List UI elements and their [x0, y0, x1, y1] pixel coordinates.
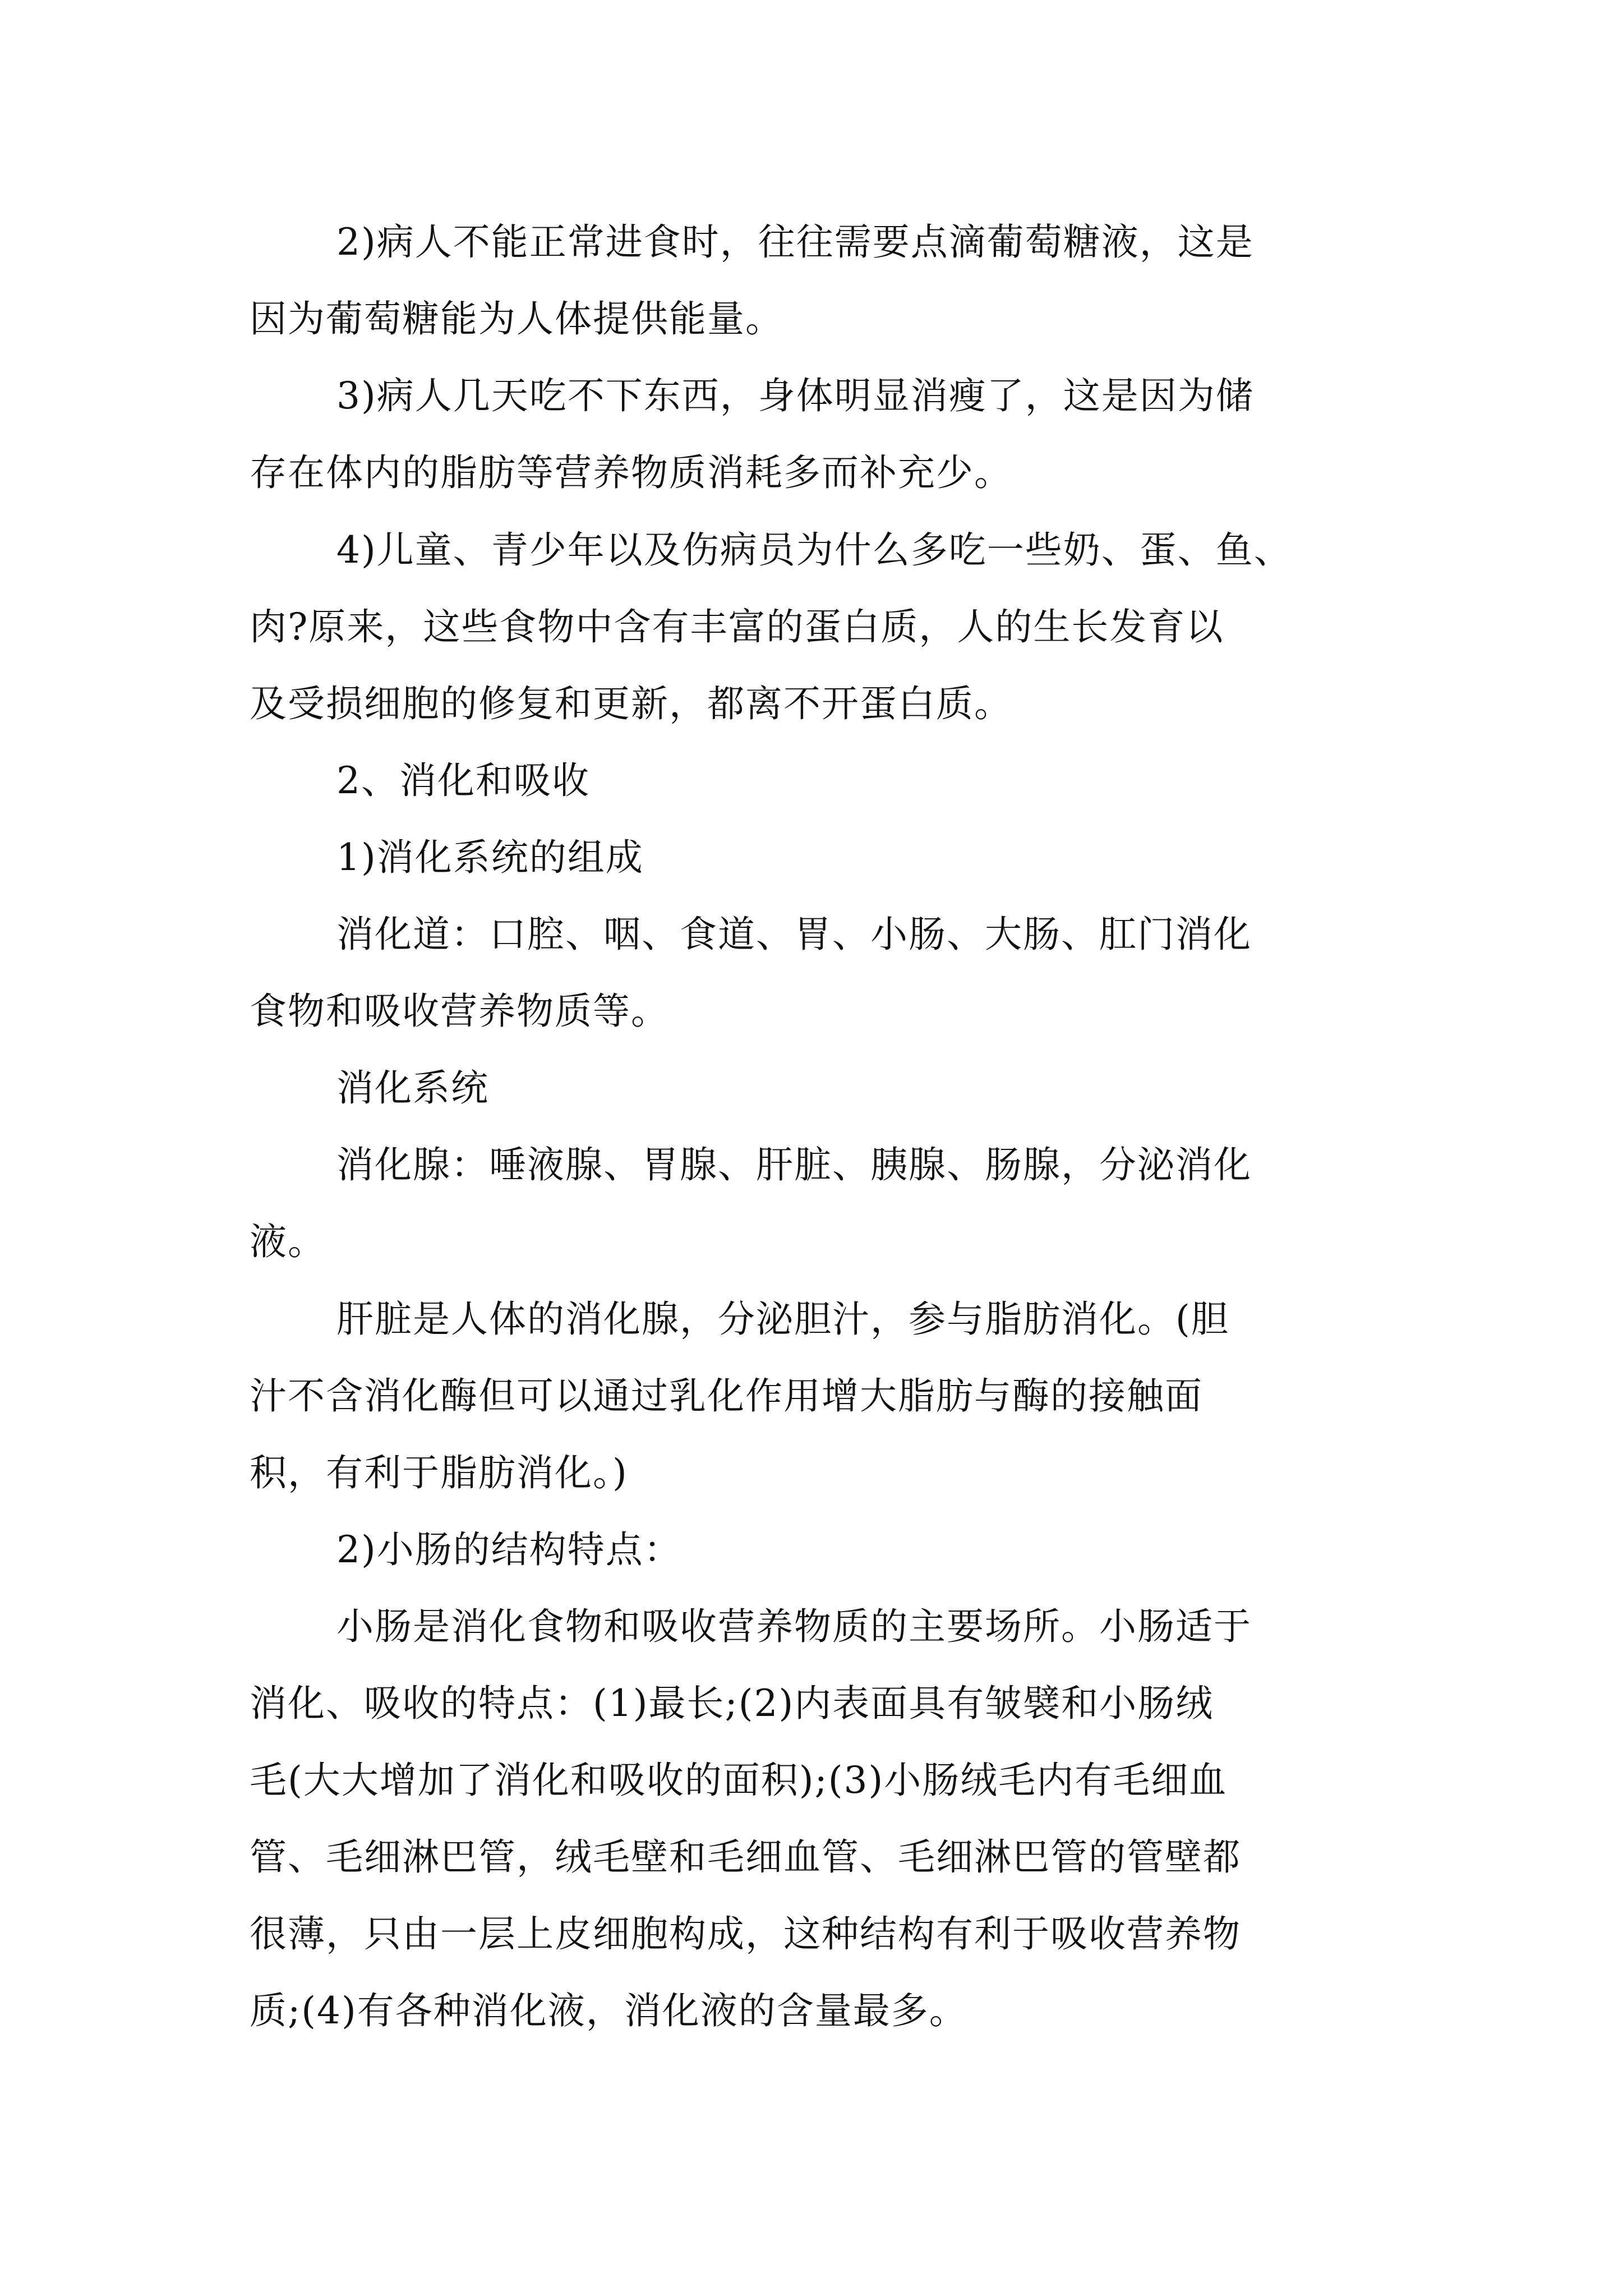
paragraph-line: 存在体内的脂肪等营养物质消耗多而补充少。: [250, 451, 1012, 494]
paragraph-line: 及受损细胞的修复和更新，都离不开蛋白质。: [250, 682, 1012, 725]
paragraph-line: 消化腺：唾液腺、胃腺、肝脏、胰腺、肠腺，分泌消化: [336, 1143, 1252, 1186]
paragraph-line: 食物和吸收营养物质等。: [250, 990, 669, 1033]
paragraph-line: 消化道：口腔、咽、食道、胃、小肠、大肠、肛门消化: [336, 913, 1252, 956]
paragraph-line: 肉?原来，这些食物中含有丰富的蛋白质，人的生长发育以: [250, 605, 1224, 648]
paragraph-line: 管、毛细淋巴管，绒毛壁和毛细血管、毛细淋巴管的管壁都: [250, 1835, 1241, 1879]
paragraph-line: 因为葡萄糖能为人体提供能量。: [250, 297, 783, 341]
paragraph-line: 液。: [250, 1220, 326, 1263]
paragraph-line: 肝脏是人体的消化腺，分泌胆汁，参与脂肪消化。(胆: [336, 1297, 1229, 1341]
section-heading: 2、消化和吸收: [336, 759, 590, 802]
paragraph-line: 毛(大大增加了消化和吸收的面积);(3)小肠绒毛内有毛细血: [250, 1759, 1228, 1802]
paragraph-line: 消化系统: [336, 1066, 489, 1110]
paragraph-line: 小肠是消化食物和吸收营养物质的主要场所。小肠适于: [336, 1605, 1252, 1648]
subsection-heading: 1)消化系统的组成: [336, 836, 644, 879]
subsection-heading: 2)小肠的结构特点：: [336, 1528, 682, 1571]
paragraph-line: 2)病人不能正常进食时，往往需要点滴葡萄糖液，这是: [336, 220, 1254, 264]
paragraph-line: 4)儿童、青少年以及伤病员为什么多吃一些奶、蛋、鱼、: [336, 528, 1292, 572]
paragraph-line: 消化、吸收的特点：(1)最长;(2)内表面具有皱襞和小肠绒: [250, 1682, 1214, 1725]
paragraph-line: 汁不含消化酶但可以通过乳化作用增大脂肪与酶的接触面: [250, 1374, 1203, 1418]
paragraph-line: 质;(4)有各种消化液，消化液的含量最多。: [250, 1989, 967, 2032]
paragraph-line: 很薄，只由一层上皮细胞构成，这种结构有利于吸收营养物: [250, 1912, 1241, 1955]
paragraph-line: 积，有利于脂肪消化。): [250, 1451, 628, 1494]
paragraph-line: 3)病人几天吃不下东西，身体明显消瘦了，这是因为储: [336, 374, 1254, 417]
